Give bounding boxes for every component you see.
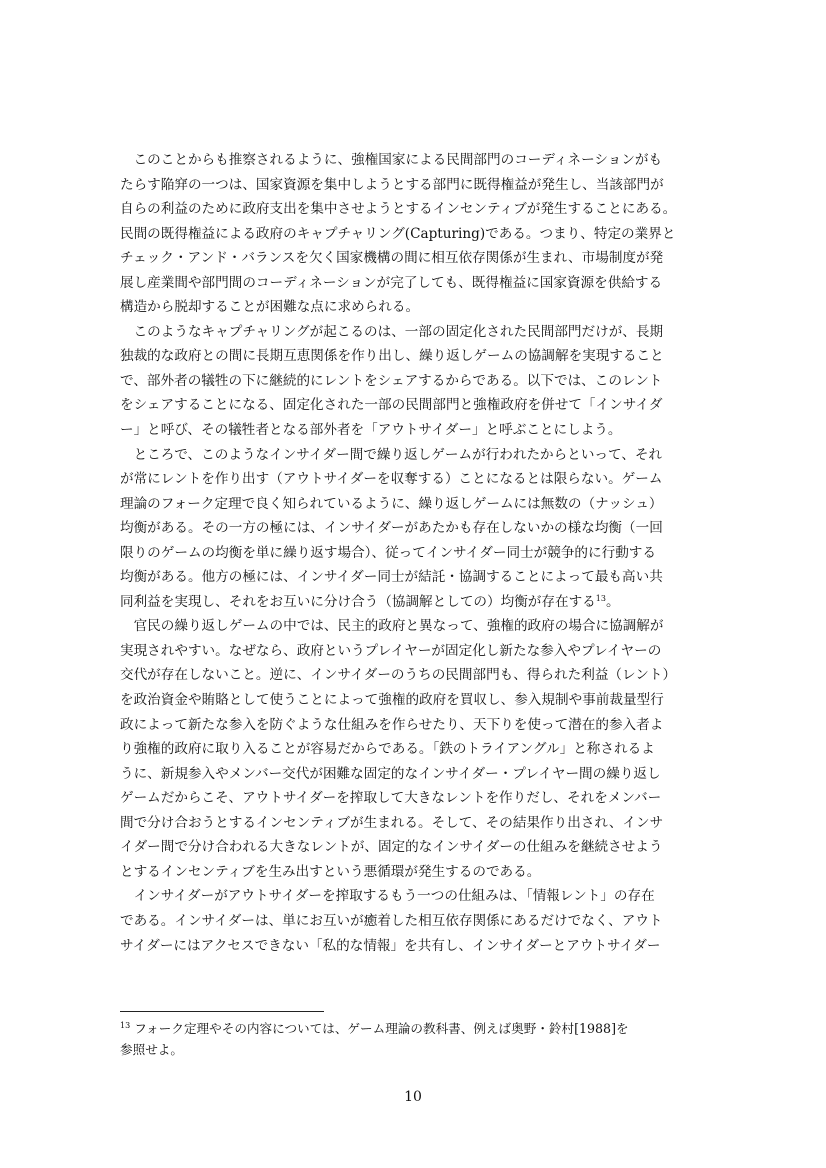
body-line: 自らの利益のために政府支出を集中させようとするインセンティブが発生することにある。 <box>120 201 677 218</box>
footnote-reference: 13 <box>595 593 606 603</box>
body-line-with-footnote <box>120 590 726 615</box>
body-line: 間で分け合おうとするインセンティブが生まれる。そして、その結果作り出され、インサ <box>120 814 664 831</box>
body-line: り強権的政府に取り入ることが容易だからである。「鉄のトライアングル」と称されるよ <box>120 741 655 758</box>
body-line-text: 同利益を実現し、それをお互いに分け合う（協調解としての）均衡が存在する <box>120 593 596 610</box>
footnote-line <box>120 1018 726 1039</box>
body-line: 限りのゲームの均衡を単に繰り返す場合）、従ってインサイダー同士が競争的に行動する <box>120 544 656 561</box>
body-line: このようなキャプチャリングが起こるのは、一部の固定化された民間部門だけが、長期 <box>120 323 664 340</box>
body-line: 展し産業間や部門間のコーディネーションが完了しても、既得権益に国家資源を供給する <box>120 274 663 291</box>
body-line: チェック・アンド・バランスを欠く国家機構の間に相互依存関係が生まれ、市場制度が発 <box>120 250 664 267</box>
body-line: で、部外者の犠牲の下に継続的にレントをシェアするからである。以下では、このレント <box>120 372 663 389</box>
body-line: 実現されやすい。なぜなら、政府というプレイヤーが固定化し新たな参入やプレイヤーの <box>120 642 662 659</box>
body-line: である。インサイダーは、単にお互いが癒着した相互依存関係にあるだけでなく、アウト <box>120 912 663 929</box>
body-line: インサイダーがアウトサイダーを搾取するもう一つの仕組みは、「情報レント」の存在 <box>120 888 655 905</box>
body-line: うに、新規参入やメンバー交代が困難な固定的なインサイダー・プレイヤー間の繰り返し <box>120 765 661 782</box>
body-line: とするインセンティブを生み出すという悪循環が発生するのである。 <box>120 863 541 880</box>
body-line: ー」と呼び、その犠牲者となる部外者を「アウトサイダー」と呼ぶことにしよう。 <box>120 422 622 439</box>
footnote-divider <box>120 1011 324 1012</box>
body-line: 均衡がある。他方の極には、インサイダー同士が結託・協調することによって最も高い共 <box>120 569 663 586</box>
footnote <box>120 1018 726 1060</box>
body-line: ところで、このようなインサイダー間で繰り返しゲームが行われたからといって、それ <box>120 446 663 463</box>
body-line: 構造から脱却することが困難な点に求められる。 <box>120 299 420 316</box>
body-line: 均衡がある。その一方の極には、インサイダーがあたかも存在しないかの様な均衡（一回 <box>120 520 663 537</box>
body-line: 交代が存在しないこと。逆に、インサイダーのうちの民間部門も、得られた利益（レント） <box>120 667 677 684</box>
body-line: 理論のフォーク定理で良く知られているように、繰り返しゲームには無数の（ナッシュ） <box>120 495 663 512</box>
body-line: ゲームだからこそ、アウトサイダーを搾取して大きなレントを作りだし、それをメンバー <box>120 790 662 807</box>
body-line: 政によって新たな参入を防ぐような仕組みを作らせたり、天下りを使って潜在的参入者よ <box>120 716 664 733</box>
body-line: たらす陥穽の一つは、国家資源を集中しようとする部門に既得権益が発生し、当該部門が <box>120 176 664 193</box>
body-line: をシェアすることになる、固定化された一部の民間部門と強権政府を併せて「インサイダ <box>120 397 663 414</box>
body-text <box>120 148 726 958</box>
page-number: 10 <box>404 1089 422 1105</box>
body-line: 官民の繰り返しゲームの中では、民主的政府と異なって、強権的政府の場合に協調解が <box>120 618 664 635</box>
footnote-text: フォーク定理やその内容については、ゲーム理論の教科書、例えば奥野・鈴村[1988]を <box>134 1021 629 1036</box>
body-line: 民間の既得権益による政府のキャプチャリング(Capturing)である。つまり、特定の業界と <box>120 225 676 242</box>
body-line: を政治資金や賄賂として使うことによって強権的政府を買収し、参入規制や事前裁量型行 <box>120 692 664 709</box>
body-line: サイダーにはアクセスできない「私的な情報」を共有し、インサイダーとアウトサイダー <box>120 937 661 954</box>
body-line: 独裁的な政府との間に長期互恵関係を作り出し、繰り返しゲームの協調解を実現すること <box>120 348 664 365</box>
footnote-line: 参照せよ。 <box>120 1042 183 1057</box>
body-line: イダー間で分け合われる大きなレントが、固定的なインサイダーの仕組みを継続させよう <box>120 839 663 856</box>
body-line: が常にレントを作り出す（アウトサイダーを収奪する）ことになるとは限らない。ゲーム <box>120 471 663 488</box>
footnote-number: 13 <box>120 1021 131 1030</box>
body-line: このことからも推察されるように、強権国家による民間部門のコーディネーションがも <box>120 152 663 168</box>
body-line-suffix: 。 <box>605 593 620 610</box>
